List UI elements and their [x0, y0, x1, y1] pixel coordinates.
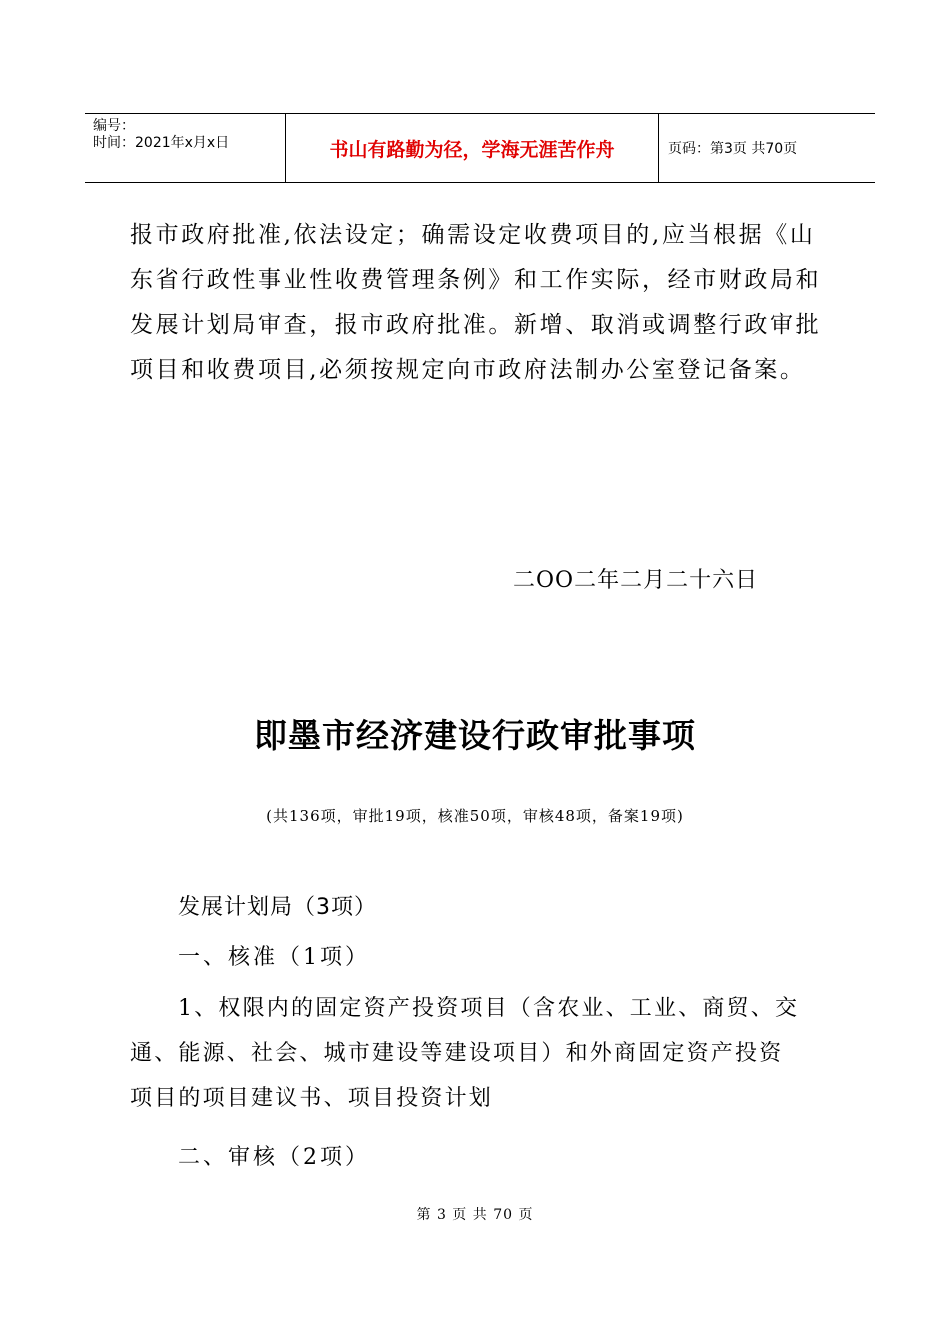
document-subtitle: (共136项，审批19项，核准50项，审核48项，备案19项) [266, 807, 684, 825]
item-line: 通、能源、社会、城市建设等建设项目）和外商固定资产投资 [130, 1041, 784, 1066]
list-item [130, 986, 830, 1121]
item-line: 项目的项目建议书、项目投资计划 [130, 1086, 494, 1111]
header-meta-cell [85, 114, 285, 182]
paragraph-line: 发展计划局审查，报市政府批准。新增、取消或调整行政审批 [130, 312, 822, 338]
document-header [85, 113, 875, 183]
section-heading: 发展计划局（3项） [178, 895, 377, 920]
document-title: 即墨市经济建设行政审批事项 [254, 716, 696, 755]
time-label: 时间：2021年x月x日 [93, 135, 230, 151]
body-paragraph [130, 213, 820, 393]
header-page-info: 页码：第3页 共70页 [668, 141, 798, 157]
page-footer: 第 3 页 共 70 页 [416, 1207, 534, 1223]
header-motto: 书山有路勤为径，学海无涯苦作舟 [285, 114, 659, 182]
paragraph-line: 东省行政性事业性收费管理条例》和工作实际，经市财政局和 [130, 267, 822, 293]
item-line: 1、权限内的固定资产投资项目（含农业、工业、商贸、交 [178, 996, 800, 1021]
paragraph-line: 项目和收费项目,必须按规定向市政府法制办公室登记备案。 [130, 357, 806, 383]
serial-label: 编号： [93, 118, 135, 134]
document-date: 二OO二年二月二十六日 [513, 568, 759, 593]
paragraph-line: 报市政府批准,依法设定；确需设定收费项目的,应当根据《山 [130, 222, 816, 248]
subsection-heading-review: 二、审核（2项） [178, 1145, 370, 1170]
subsection-heading-approval: 一、核准（1项） [178, 945, 370, 970]
